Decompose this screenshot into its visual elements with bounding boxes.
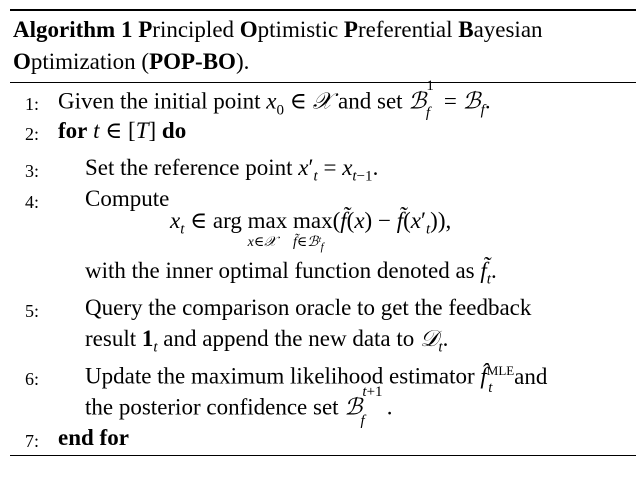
- step-3-text: Set the reference point $x'_t = x_{t-1}$.: [85, 155, 379, 185]
- step-7-text: end for: [58, 425, 129, 450]
- step-4-continuation: with the inner optimal function denoted as $f̃_t$.: [85, 258, 497, 288]
- algorithm-acronym: POP-BO: [149, 49, 236, 74]
- bottom-rule: [10, 455, 636, 456]
- step-number-3: 3:: [25, 161, 40, 181]
- step-4-formula: $x_t$ ∈ arg max x∈𝒳 max f̃∈ℬᵗ$_f$ (f̃(x) − $f̃(x'_t)$),: [170, 208, 452, 253]
- step-number-4: 4:: [25, 192, 40, 212]
- title-line-1: Algorithm 1 Principled Optimistic Preferential Bayesian: [13, 17, 543, 42]
- step-4-text: Compute: [85, 186, 170, 211]
- step-5-text-line-2: result $1_t$ and append the new data to 𝒟$_t$.: [85, 326, 449, 356]
- header-rule: [10, 82, 636, 83]
- step-2-text: for t ∈ [T] do: [58, 118, 187, 143]
- algorithm-title: [13, 14, 635, 78]
- step-5-text-line-1: Query the comparison oracle to get the feedback: [85, 295, 532, 320]
- step-6-text-line-1: Update the maximum likelihood estimator f̂$^{MLE}_t$ and: [85, 363, 548, 396]
- step-number-6: 6:: [25, 369, 40, 389]
- top-rule: [10, 9, 636, 11]
- step-6-text-line-2: the posterior confidence set ℬ$^{t+1}_f$.: [85, 384, 393, 429]
- step-number-1: 1:: [25, 94, 40, 114]
- title-line-2: Optimization (POP-BO).: [13, 49, 250, 74]
- step-number-5: 5:: [25, 301, 40, 321]
- step-1-text: Given the initial point $x_0$ ∈ 𝒳 and set ℬ$^1_f$ = ℬ$_f$.: [58, 78, 491, 121]
- step-number-2: 2:: [25, 124, 40, 144]
- step-number-7: 7:: [25, 431, 40, 451]
- algorithm-label: Algorithm 1: [13, 17, 133, 42]
